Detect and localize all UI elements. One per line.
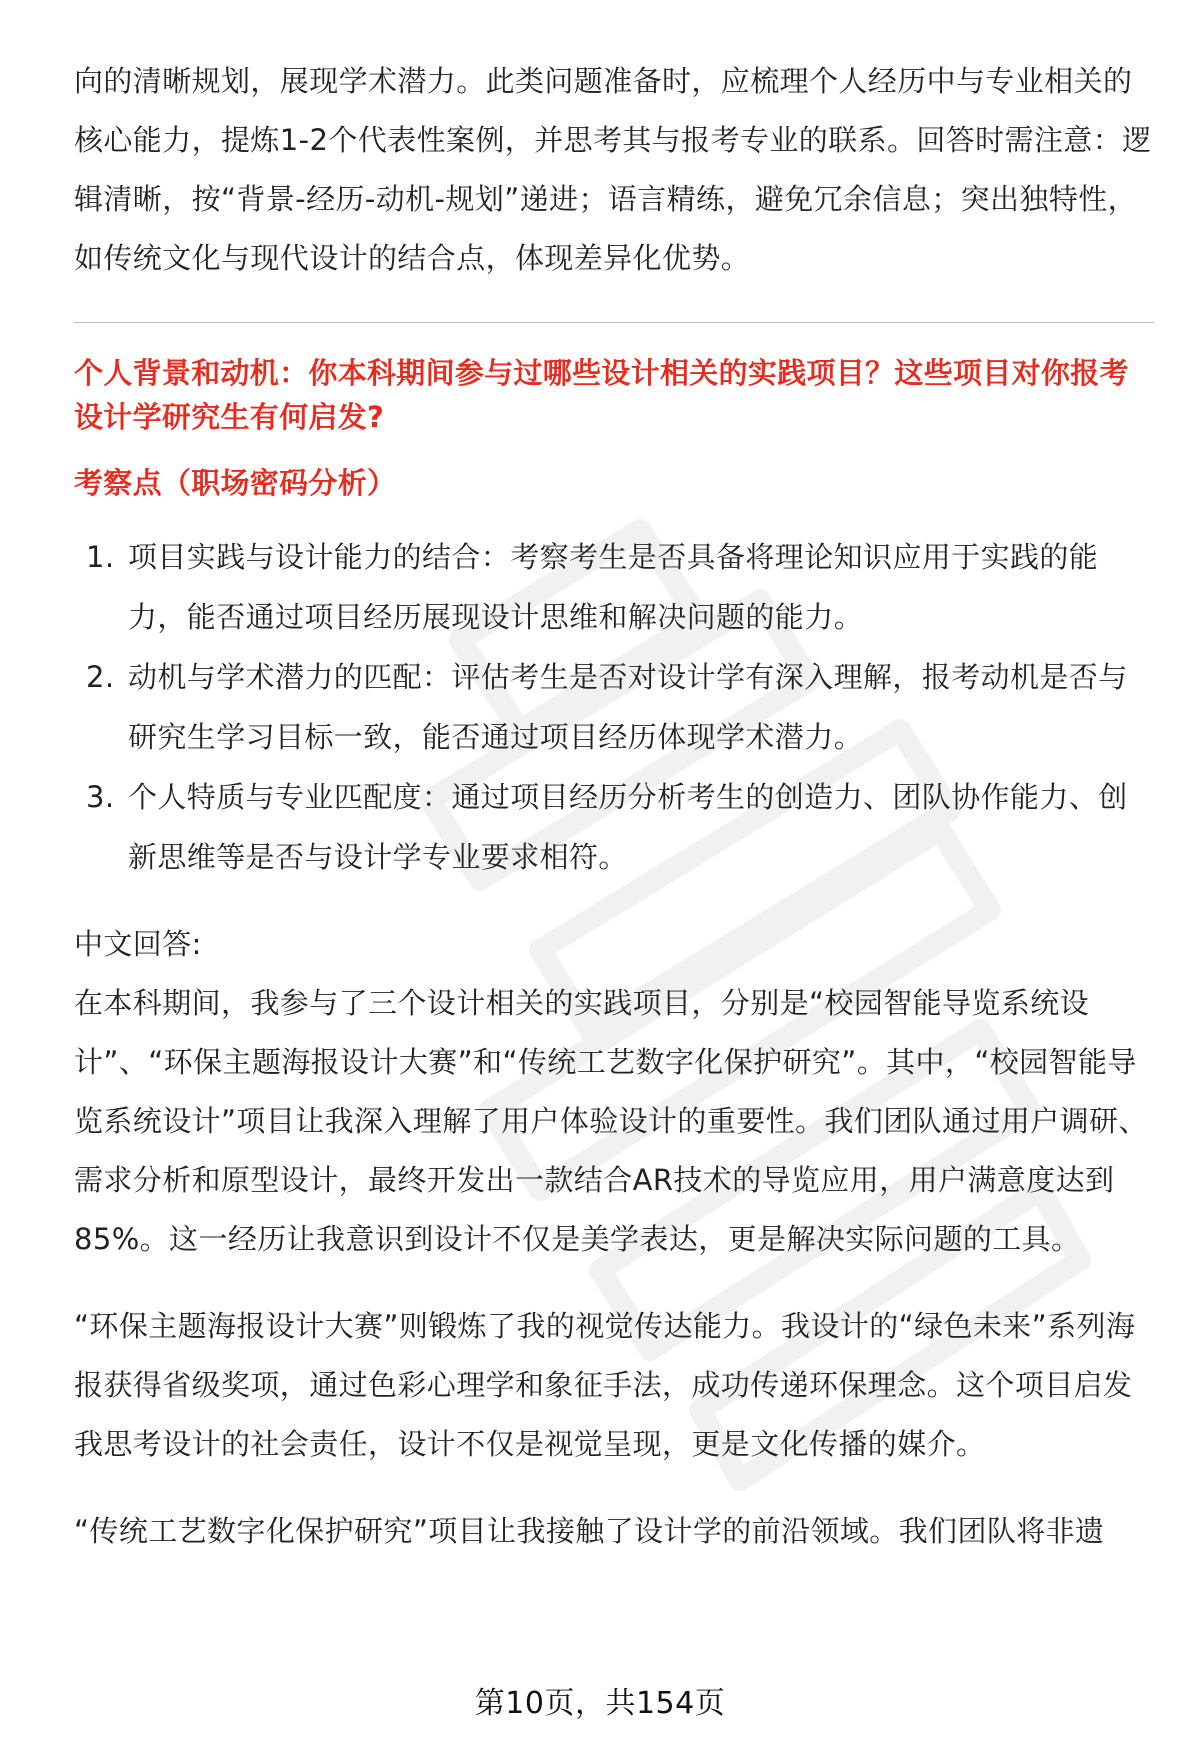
focus-point-text: 动机与学术潜力的匹配：评估考生是否对设计学有深入理解，报考动机是否与研究生学习目标一致，能否通过项目经历体现学术潜力。 xyxy=(128,660,1128,754)
intro-paragraph: 向的清晰规划，展现学术潜力。此类问题准备时，应梳理个人经历中与专业相关的核心能力，提炼1-2个代表性案例，并思考其与报考专业的联系。回答时需注意：逻辑清晰，按“背景-经历-动机-规划”递进；语言精练，避免冗余信息；突出独特性，如传统文化与现代设计的结合点，体现差异化优势。 xyxy=(74,64,1152,275)
focus-points-list xyxy=(74,527,1154,887)
focus-heading: 考察点（职场密码分析） xyxy=(74,466,397,500)
answer-paragraph: “传统工艺数字化保护研究”项目让我接触了设计学的前沿领域。我们团队将非遗 xyxy=(74,1514,1105,1548)
section-divider xyxy=(74,322,1154,323)
document-body xyxy=(74,52,1154,1561)
focus-point-number: 2. xyxy=(86,660,115,694)
focus-point-number: 3. xyxy=(86,780,115,814)
focus-point-text: 项目实践与设计能力的结合：考察考生是否具备将理论知识应用于实践的能力，能否通过项目经历展现设计思维和解决问题的能力。 xyxy=(128,540,1099,634)
page-footer: 第10页，共154页 xyxy=(474,1686,726,1721)
focus-point-item xyxy=(74,527,1154,647)
focus-point-text: 个人特质与专业匹配度：通过项目经历分析考生的创造力、团队协作能力、创新思维等是否与设计学专业要求相符。 xyxy=(128,780,1128,874)
focus-point-number: 1. xyxy=(86,540,115,574)
answer-label: 中文回答: xyxy=(74,927,202,961)
answer-paragraph: “环保主题海报设计大赛”则锻炼了我的视觉传达能力。我设计的“绿色未来”系列海报获得省级奖项，通过色彩心理学和象征手法，成功传递环保理念。这个项目启发我思考设计的社会责任，设计不仅是视觉呈现，更是文化传播的媒介。 xyxy=(74,1309,1136,1461)
focus-point-item xyxy=(74,767,1154,887)
question-heading: 个人背景和动机：你本科期间参与过哪些设计相关的实践项目？这些项目对你报考设计学研究生有何启发? xyxy=(74,356,1129,434)
answer-paragraph: 在本科期间，我参与了三个设计相关的实践项目，分别是“校园智能导览系统设计”、“环保主题海报设计大赛”和“传统工艺数字化保护研究”。其中，“校园智能导览系统设计”项目让我深入理解了用户体验设计的重要性。我们团队通过用户调研、需求分析和原型设计，最终开发出一款结合AR技术的导览应用，用户满意度达到85%。这一经历让我意识到设计不仅是美学表达，更是解决实际问题的工具。 xyxy=(74,986,1148,1256)
focus-point-item xyxy=(74,647,1154,767)
